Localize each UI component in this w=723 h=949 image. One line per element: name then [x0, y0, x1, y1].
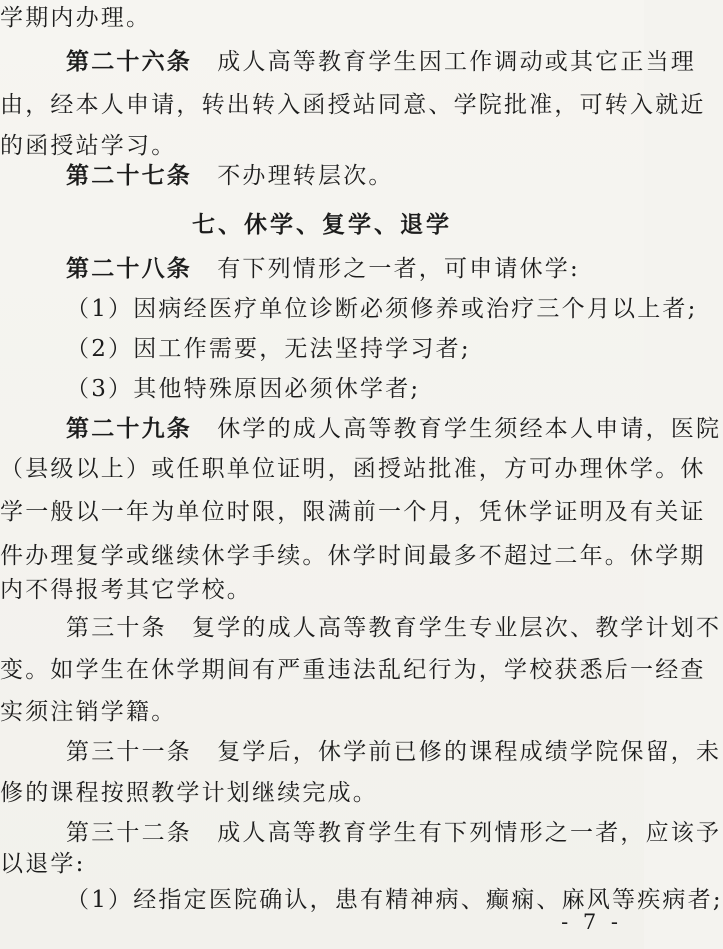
list-item: （1）因病经医疗单位诊断必须修养或治疗三个月以上者; [66, 296, 698, 322]
article-31-line: 第三十一条 复学后，休学前已修的课程成绩学院保留，未 [66, 739, 722, 765]
list-item: （3）其他特殊原因必须休学者; [66, 376, 421, 402]
article-label: 第二十六条 [66, 48, 192, 75]
article-30-line: 第三十条 复学的成人高等教育学生专业层次、教学计划不 [66, 615, 722, 641]
paragraph-line: 的函授站学习。 [0, 133, 177, 159]
paragraph-line: 件办理复学或继续休学手续。休学时间最多不超过二年。休学期 [0, 543, 706, 569]
article-29-line: 第二十九条 休学的成人高等教育学生须经本人申请，医院 [66, 415, 722, 442]
paragraph-line: （县级以上）或任职单位证明，函授站批准，方可办理休学。休 [0, 456, 706, 482]
paragraph-line: 修的课程按照教学计划继续完成。 [0, 780, 378, 806]
paragraph-line: 内不得报考其它学校。 [0, 577, 252, 603]
paragraph-line: 由，经本人申请，转出转入函授站同意、学院批准，可转入就近 [0, 92, 706, 118]
article-27-line: 第二十七条 不办理转层次。 [66, 162, 394, 189]
article-26-line: 第二十六条 成人高等教育学生因工作调动或其它正当理 [66, 48, 697, 75]
list-item: （1）经指定医院确认，患有精神病、癫痫、麻风等疾病者; [66, 887, 723, 913]
paragraph-line: 学一般以一年为单位时限，限满前一个月，凭休学证明及有关证 [0, 499, 706, 525]
paragraph-line: 实须注销学籍。 [0, 699, 177, 725]
list-item: （2）因工作需要，无法坚持学习者; [66, 336, 471, 362]
article-28-line: 第二十八条 有下列情形之一者，可申请休学: [66, 255, 580, 282]
paragraph-line: 学期内办理。 [0, 5, 152, 31]
article-label: 第二十八条 [66, 255, 192, 282]
article-32-line: 第三十二条 成人高等教育学生有下列情形之一者，应该予 [66, 820, 722, 846]
section-heading: 七、休学、复学、退学 [192, 211, 452, 238]
article-label: 第二十九条 [66, 415, 192, 442]
page-number: - 7 - [561, 910, 622, 934]
paragraph-line: 变。如学生在休学期间有严重违法乱纪行为，学校获悉后一经查 [0, 657, 706, 683]
paragraph-line: 以退学: [0, 851, 86, 877]
article-label: 第二十七条 [66, 162, 192, 189]
